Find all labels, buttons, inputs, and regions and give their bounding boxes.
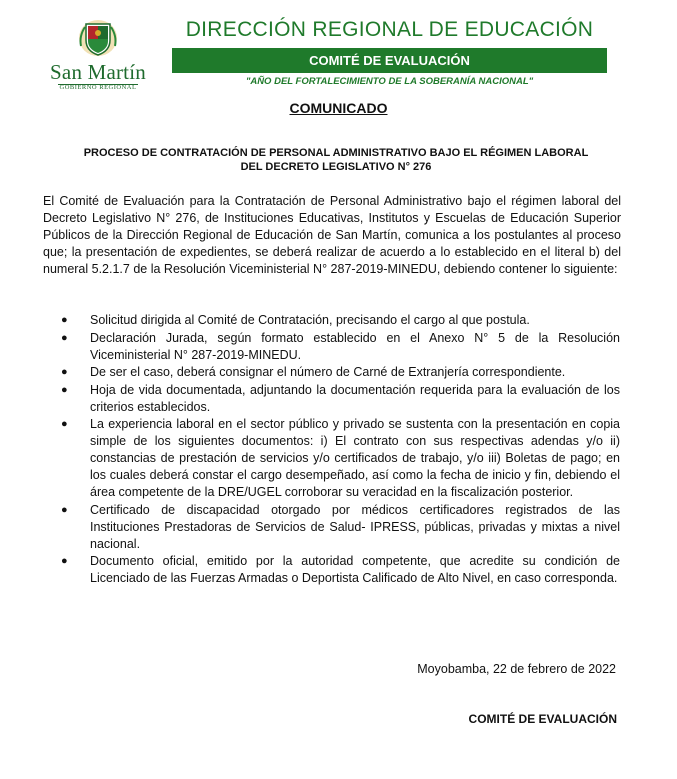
list-item [52,553,620,587]
bullet-icon: ● [61,555,68,567]
requirement-text: Documento oficial, emitido por la autoridad competente, que acredite su condición de Licenciado de las Fuerzas Armadas o Deportista Calificado de Alto Nivel, en caso corresponda. [90,554,620,585]
header-motto: "AÑO DEL FORTALECIMIENTO DE LA SOBERANÍA NACIONAL" [245,76,534,87]
list-item [52,330,620,364]
bullet-icon: ● [61,366,68,378]
requirement-text: Declaración Jurada, según formato establecido en el Anexo N° 5 de la Resolución Viceministerial N° 287-2019-MINEDU. [90,330,620,362]
document-heading: COMUNICADO [289,100,388,116]
document-date: Moyobamba, 22 de febrero de 2022 [417,662,616,676]
requirement-text: La experiencia laboral en el sector público y privado se sustenta con la presentación en copia simple de los siguientes documentos: i) El contrato con sus respectivas adendas y/o ii) constancias de prestación de servicios y/o certificados de trabajo, y/o iii) Boletas de pago; en los cuales deberá constar el cargo desempeñado, así como la fecha de inicio y fin, debiendo el área competente de la DRE/UGEL corroborar su veracidad en la fiscalización posterior. [90,417,620,499]
list-item [52,364,620,381]
signature: COMITÉ DE EVALUACIÓN [468,712,617,726]
list-item [52,382,620,416]
process-title [52,146,620,174]
requirement-text: Certificado de discapacidad otorgado por médicos certificadores registrados de las Instituciones Prestadoras de Servicios de Salud- IPRESS, públicas, privadas y mixtas a nivel nacional. [90,502,620,551]
header-title: DIRECCIÓN REGIONAL DE EDUCACIÓN [185,18,594,41]
list-item [52,312,620,329]
requirement-text: Solicitud dirigida al Comité de Contratación, precisando el cargo al que postula. [90,313,530,327]
regional-logo [44,18,156,98]
requirement-text: Hoja de vida documentada, adjuntando la documentación requerida para la evaluación de los criterios establecidos. [90,382,620,414]
requirement-text: De ser el caso, deberá consignar el número de Carné de Extranjería correspondiente. [90,365,566,379]
process-title-line-2: DEL DECRETO LEGISLATIVO N° 276 [240,161,432,173]
regional-crest-icon [77,18,119,58]
logo-subtitle: GOBIERNO REGIONAL [59,84,137,91]
logo-name: San Martín [50,60,146,84]
bullet-icon: ● [61,383,68,396]
intro-paragraph: El Comité de Evaluación para la Contratación de Personal Administrativo bajo el régimen laboral del Decreto Legislativo N° 276, de Instituciones Educativas, Institutos y Escuelas de Educación Superior Públicos de la Dirección Regional de Educación de San Martín, comunica a los postulantes al proceso que; la presentación de expedientes, se deberá realizar de acuerdo a lo establecido en el literal b) del numeral 5.2.1.7 de la Resolución Viceministerial N° 287-2019-MINEDU, debiendo contener lo siguiente: [43,194,621,276]
bullet-icon: ● [61,418,68,430]
bullet-icon: ● [61,331,68,344]
header-committee-bar: COMITÉ DE EVALUACIÓN [172,48,607,73]
list-item [52,502,620,553]
bullet-icon: ● [61,314,68,326]
process-title-line-1: PROCESO DE CONTRATACIÓN DE PERSONAL ADMINISTRATIVO BAJO EL RÉGIMEN LABORAL [83,147,589,159]
bullet-icon: ● [61,503,68,516]
list-item [52,416,620,501]
requirements-list [52,312,620,588]
